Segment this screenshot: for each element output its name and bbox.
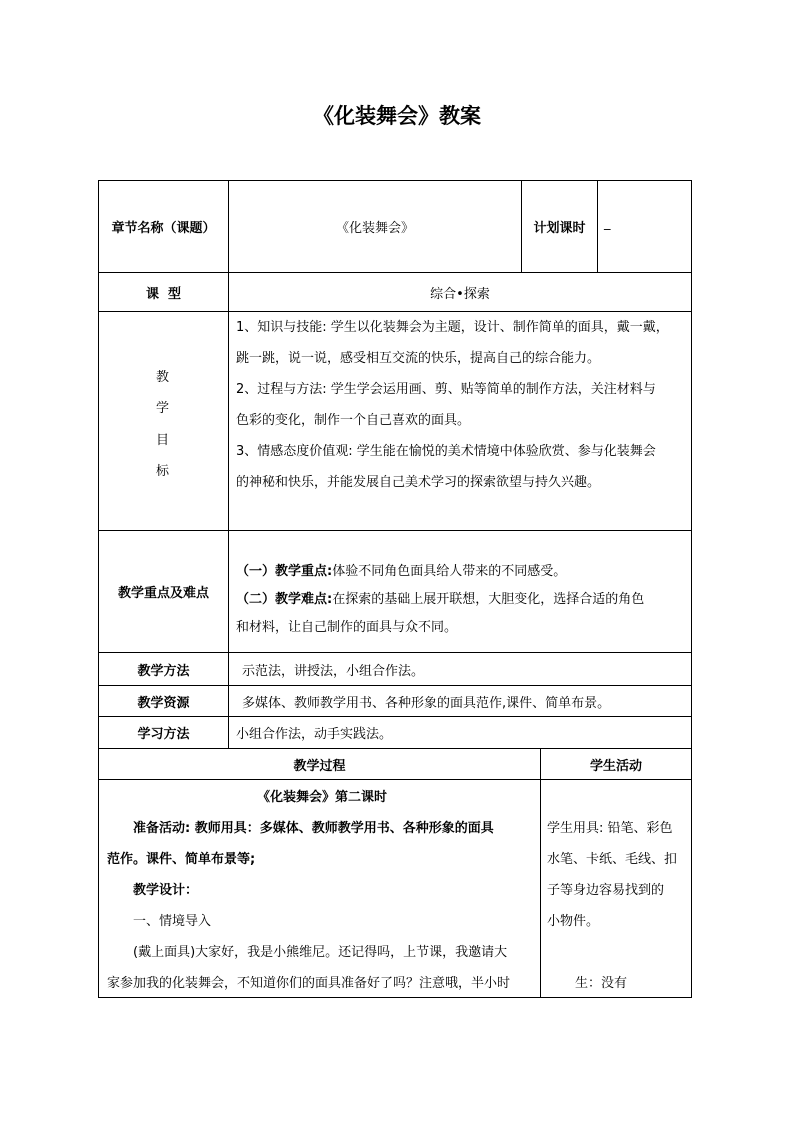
lesson-subtitle: 《化装舞会》第二课时 [257,790,388,805]
goals-line: 的神秘和快乐，并能发展自己美术学习的探索欲望与持久兴趣。 [236,475,601,490]
process-text-line: 家参加我的化装舞会，不知道你们的面具准备好了吗？注意哦，半小时 [107,976,511,991]
col-divider [597,180,598,272]
method-value: 示范法，讲授法，小组合作法。 [242,664,425,679]
study-value: 小组合作法，动手实践法。 [236,727,393,742]
student-activity-line: 学生用具: 铅笔、彩色 [547,821,673,836]
focus-text: 体验不同角色面具给人带来的不同感受。 [332,564,567,579]
chapter-label: 章节名称（课题） [111,221,216,236]
student-activity-line: 水笔、卡纸、毛线、扣 [547,852,678,867]
goals-text [236,312,686,498]
study-label: 学习方法 [137,727,190,742]
process-header: 教学过程 [293,758,346,774]
prep-line: 范作。课件、简单布景等; [107,852,256,867]
goals-label-char: 教 [156,370,170,385]
student-activity-line: 小物件。 [547,914,600,929]
student-activity-header: 学生活动 [589,758,642,774]
col-divider [540,748,541,997]
row-divider [98,779,692,780]
planned-hours-label: 计划课时 [533,221,586,236]
keypoints-label: 教学重点及难点 [117,586,209,601]
process-content [107,782,535,999]
goals-line: 1、知识与技能: 学生以化装舞会为主题，设计、制作简单的面具，戴一戴， [236,320,669,335]
goals-label-char: 学 [156,401,170,416]
type-label: 课 型 [145,286,182,302]
method-label: 教学方法 [137,663,190,679]
type-value: 综合•探索 [430,286,490,302]
goals-label [99,312,228,530]
student-activity-line: 子等身边容易找到的 [547,883,665,898]
planned-hours-value: _ [604,216,611,231]
goals-line: 2、过程与方法: 学生学会运用画、剪、贴等简单的制作方法，关注材料与 [236,382,656,397]
resources-label: 教学资源 [137,695,190,711]
table-border-right [691,180,692,998]
prep-line: 准备活动: 教师用具：多媒体、教师教学用书、各种形象的面具 [133,821,494,836]
difficulty-label: （二）教学难点: [236,592,333,607]
goals-label-char: 标 [156,464,170,479]
goals-line: 3、情感态度价值观: 学生能在愉悦的美术情境中体验欣赏、参与化装舞会 [236,444,656,459]
difficulty-text: 在探索的基础上展开联想，大胆变化，选择合适的角色 [332,592,645,607]
intro-heading: 一、情境导入 [133,914,212,929]
document-title: 《化装舞会》教案 [313,103,481,128]
process-text-line: (戴上面具)大家好，我是小熊维尼。还记得吗，上节课，我邀请大 [133,945,508,960]
goals-line: 色彩的变化，制作一个自己喜欢的面具。 [236,413,471,428]
chapter-value: 《化装舞会》 [335,221,414,236]
design-heading: 教学设计： [133,883,199,898]
goals-line: 跳一跳，说一说，感受相互交流的快乐，提高自己的综合能力。 [236,351,601,366]
resources-value: 多媒体、教师教学用书、各种形象的面具范作,课件、简单布景。 [242,696,611,711]
student-activity-content [547,813,687,999]
goals-label-char: 目 [156,433,170,448]
difficulty-text-continued: 和材料，让自己制作的面具与众不同。 [236,620,458,635]
focus-label: （一）教学重点: [236,564,333,579]
student-reply: 生：没有 [575,976,628,991]
keypoints-text [236,558,686,642]
